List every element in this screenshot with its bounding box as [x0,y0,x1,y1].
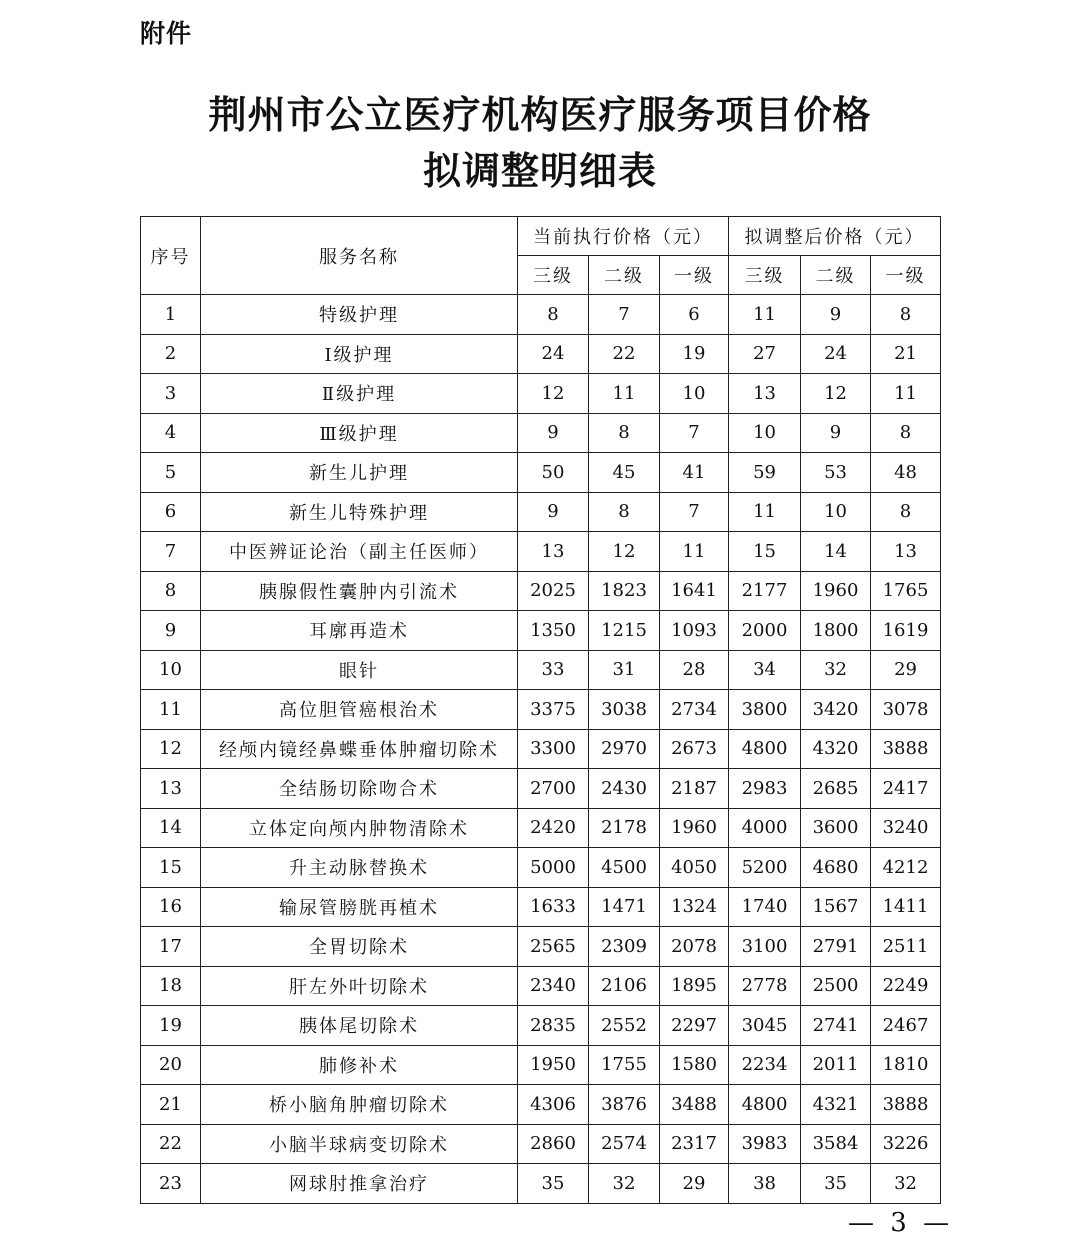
header-adjusted-price: 拟调整后价格（元） [729,217,941,256]
cell-adjusted-level3: 13 [729,374,801,414]
cell-adjusted-level3: 11 [729,492,801,532]
cell-adjusted-level3: 2177 [729,571,801,611]
cell-current-level2: 4500 [589,848,660,888]
cell-current-level2: 1471 [589,887,660,927]
cell-current-level2: 1755 [589,1045,660,1085]
cell-adjusted-level1: 3078 [871,690,941,730]
table-row [141,966,941,1006]
cell-adjusted-level3: 3983 [729,1124,801,1164]
cell-current-level2: 3876 [589,1085,660,1125]
table-row [141,611,941,651]
cell-adjusted-level3: 3100 [729,927,801,967]
cell-adjusted-level2: 2685 [801,769,871,809]
table-row [141,887,941,927]
cell-adjusted-level1: 32 [871,1164,941,1204]
cell-adjusted-level3: 3800 [729,690,801,730]
table-row [141,374,941,414]
cell-current-level3: 4306 [518,1085,589,1125]
cell-adjusted-level1: 13 [871,532,941,572]
cell-current-level3: 5000 [518,848,589,888]
cell-adjusted-level3: 10 [729,413,801,453]
cell-adjusted-level3: 4800 [729,1085,801,1125]
cell-current-level2: 1215 [589,611,660,651]
cell-seq: 13 [141,769,201,809]
cell-adjusted-level3: 59 [729,453,801,493]
cell-adjusted-level2: 2791 [801,927,871,967]
table-row [141,492,941,532]
cell-current-level3: 2025 [518,571,589,611]
cell-current-level2: 8 [589,413,660,453]
cell-adjusted-level1: 3888 [871,729,941,769]
header-current-level1: 一级 [660,256,729,295]
cell-current-level3: 50 [518,453,589,493]
cell-adjusted-level2: 3584 [801,1124,871,1164]
cell-seq: 6 [141,492,201,532]
cell-seq: 2 [141,334,201,374]
cell-adjusted-level2: 4321 [801,1085,871,1125]
cell-adjusted-level1: 4212 [871,848,941,888]
header-adjusted-level3: 三级 [729,256,801,295]
cell-current-level3: 9 [518,492,589,532]
cell-current-level1: 1093 [660,611,729,651]
page-title-line-2: 拟调整明细表 [422,149,657,193]
header-current-level2: 二级 [589,256,660,295]
cell-adjusted-level1: 11 [871,374,941,414]
cell-service-name: 小脑半球病变切除术 [201,1124,518,1164]
cell-seq: 21 [141,1085,201,1125]
cell-adjusted-level3: 2000 [729,611,801,651]
cell-current-level3: 1633 [518,887,589,927]
cell-seq: 19 [141,1006,201,1046]
page-number: — 3 — [848,1208,954,1238]
cell-adjusted-level2: 10 [801,492,871,532]
cell-current-level3: 24 [518,334,589,374]
cell-seq: 10 [141,650,201,690]
cell-service-name: 胰体尾切除术 [201,1006,518,1046]
cell-adjusted-level2: 2741 [801,1006,871,1046]
cell-current-level3: 2835 [518,1006,589,1046]
table-row [141,769,941,809]
cell-seq: 17 [141,927,201,967]
cell-adjusted-level3: 11 [729,295,801,335]
price-table-body [141,295,941,1204]
table-row [141,532,941,572]
cell-current-level1: 10 [660,374,729,414]
cell-adjusted-level1: 2511 [871,927,941,967]
cell-seq: 14 [141,808,201,848]
cell-seq: 3 [141,374,201,414]
cell-current-level1: 41 [660,453,729,493]
cell-current-level1: 29 [660,1164,729,1204]
cell-service-name: Ⅰ级护理 [201,334,518,374]
cell-service-name: 输尿管膀胱再植术 [201,887,518,927]
cell-adjusted-level1: 29 [871,650,941,690]
cell-adjusted-level2: 24 [801,334,871,374]
cell-current-level1: 1895 [660,966,729,1006]
cell-seq: 18 [141,966,201,1006]
cell-adjusted-level1: 3888 [871,1085,941,1125]
cell-current-level3: 13 [518,532,589,572]
cell-adjusted-level3: 2778 [729,966,801,1006]
cell-adjusted-level2: 9 [801,413,871,453]
header-current-level3: 三级 [518,256,589,295]
table-row [141,927,941,967]
cell-adjusted-level2: 1567 [801,887,871,927]
cell-current-level1: 28 [660,650,729,690]
cell-current-level2: 2309 [589,927,660,967]
cell-current-level2: 2430 [589,769,660,809]
cell-current-level1: 2317 [660,1124,729,1164]
cell-seq: 11 [141,690,201,730]
cell-current-level1: 2297 [660,1006,729,1046]
cell-current-level1: 3488 [660,1085,729,1125]
cell-seq: 20 [141,1045,201,1085]
header-adjusted-level2: 二级 [801,256,871,295]
cell-adjusted-level1: 21 [871,334,941,374]
cell-service-name: 新生儿护理 [201,453,518,493]
cell-adjusted-level3: 1740 [729,887,801,927]
cell-current-level3: 2860 [518,1124,589,1164]
cell-current-level2: 22 [589,334,660,374]
attachment-label: 附件 [140,19,193,48]
cell-current-level2: 2574 [589,1124,660,1164]
cell-current-level3: 35 [518,1164,589,1204]
cell-adjusted-level2: 53 [801,453,871,493]
header-current-price: 当前执行价格（元） [518,217,729,256]
cell-adjusted-level3: 3045 [729,1006,801,1046]
cell-current-level1: 2187 [660,769,729,809]
cell-current-level2: 2552 [589,1006,660,1046]
cell-adjusted-level1: 1810 [871,1045,941,1085]
cell-service-name: 特级护理 [201,295,518,335]
cell-adjusted-level3: 15 [729,532,801,572]
cell-service-name: 胰腺假性囊肿内引流术 [201,571,518,611]
cell-current-level2: 1823 [589,571,660,611]
table-row [141,1124,941,1164]
cell-current-level1: 11 [660,532,729,572]
table-row [141,808,941,848]
cell-adjusted-level3: 2983 [729,769,801,809]
cell-current-level3: 9 [518,413,589,453]
cell-current-level3: 2700 [518,769,589,809]
cell-service-name: 新生儿特殊护理 [201,492,518,532]
cell-service-name: 网球肘推拿治疗 [201,1164,518,1204]
cell-service-name: 桥小脑角肿瘤切除术 [201,1085,518,1125]
cell-adjusted-level1: 8 [871,413,941,453]
cell-adjusted-level3: 27 [729,334,801,374]
cell-current-level2: 2106 [589,966,660,1006]
cell-adjusted-level2: 35 [801,1164,871,1204]
table-row [141,1164,941,1204]
cell-seq: 8 [141,571,201,611]
cell-adjusted-level1: 8 [871,492,941,532]
cell-adjusted-level3: 2234 [729,1045,801,1085]
cell-current-level3: 2340 [518,966,589,1006]
cell-adjusted-level3: 5200 [729,848,801,888]
cell-adjusted-level2: 2500 [801,966,871,1006]
cell-adjusted-level2: 32 [801,650,871,690]
cell-adjusted-level1: 2417 [871,769,941,809]
cell-adjusted-level3: 4000 [729,808,801,848]
cell-seq: 22 [141,1124,201,1164]
cell-current-level3: 2420 [518,808,589,848]
cell-adjusted-level1: 3226 [871,1124,941,1164]
cell-seq: 12 [141,729,201,769]
cell-adjusted-level1: 48 [871,453,941,493]
cell-adjusted-level2: 14 [801,532,871,572]
cell-seq: 23 [141,1164,201,1204]
cell-service-name: 全胃切除术 [201,927,518,967]
cell-current-level3: 3375 [518,690,589,730]
cell-service-name: Ⅱ级护理 [201,374,518,414]
cell-adjusted-level1: 1619 [871,611,941,651]
table-row [141,295,941,335]
cell-current-level1: 7 [660,492,729,532]
table-row [141,413,941,453]
cell-service-name: 高位胆管癌根治术 [201,690,518,730]
cell-current-level3: 2565 [518,927,589,967]
cell-seq: 16 [141,887,201,927]
price-table [140,216,941,1204]
cell-seq: 5 [141,453,201,493]
cell-current-level1: 6 [660,295,729,335]
header-service-name: 服务名称 [201,217,518,295]
cell-adjusted-level1: 8 [871,295,941,335]
cell-seq: 4 [141,413,201,453]
cell-adjusted-level1: 2249 [871,966,941,1006]
cell-current-level3: 1950 [518,1045,589,1085]
table-row [141,650,941,690]
cell-adjusted-level2: 4320 [801,729,871,769]
cell-seq: 7 [141,532,201,572]
cell-current-level2: 31 [589,650,660,690]
cell-current-level3: 1350 [518,611,589,651]
cell-adjusted-level2: 3420 [801,690,871,730]
cell-current-level2: 7 [589,295,660,335]
cell-current-level2: 2970 [589,729,660,769]
cell-service-name: 经颅内镜经鼻蝶垂体肿瘤切除术 [201,729,518,769]
table-row [141,1085,941,1125]
table-row [141,848,941,888]
cell-adjusted-level1: 1765 [871,571,941,611]
cell-service-name: 升主动脉替换术 [201,848,518,888]
cell-adjusted-level3: 4800 [729,729,801,769]
cell-service-name: 肝左外叶切除术 [201,966,518,1006]
cell-current-level2: 8 [589,492,660,532]
cell-seq: 1 [141,295,201,335]
cell-current-level1: 1580 [660,1045,729,1085]
cell-current-level2: 3038 [589,690,660,730]
cell-current-level1: 4050 [660,848,729,888]
cell-current-level1: 1960 [660,808,729,848]
cell-adjusted-level2: 2011 [801,1045,871,1085]
cell-current-level1: 19 [660,334,729,374]
table-row [141,1045,941,1085]
cell-current-level1: 1641 [660,571,729,611]
cell-adjusted-level3: 38 [729,1164,801,1204]
table-row [141,571,941,611]
cell-current-level2: 12 [589,532,660,572]
cell-current-level1: 7 [660,413,729,453]
cell-adjusted-level1: 3240 [871,808,941,848]
cell-service-name: 全结肠切除吻合术 [201,769,518,809]
cell-current-level1: 2673 [660,729,729,769]
cell-current-level3: 12 [518,374,589,414]
cell-adjusted-level2: 4680 [801,848,871,888]
page-title-line-1: 荆州市公立医疗机构医疗服务项目价格 [208,93,872,137]
cell-service-name: 眼针 [201,650,518,690]
cell-adjusted-level2: 3600 [801,808,871,848]
cell-adjusted-level2: 12 [801,374,871,414]
cell-adjusted-level1: 2467 [871,1006,941,1046]
cell-adjusted-level1: 1411 [871,887,941,927]
cell-adjusted-level2: 9 [801,295,871,335]
table-row [141,453,941,493]
table-row [141,729,941,769]
header-adjusted-level1: 一级 [871,256,941,295]
cell-service-name: Ⅲ级护理 [201,413,518,453]
cell-adjusted-level3: 34 [729,650,801,690]
cell-adjusted-level2: 1800 [801,611,871,651]
table-row [141,1006,941,1046]
cell-adjusted-level2: 1960 [801,571,871,611]
cell-current-level2: 2178 [589,808,660,848]
cell-seq: 9 [141,611,201,651]
cell-current-level3: 8 [518,295,589,335]
cell-current-level1: 2078 [660,927,729,967]
cell-current-level3: 33 [518,650,589,690]
cell-current-level2: 11 [589,374,660,414]
header-seq: 序号 [141,217,201,295]
cell-service-name: 耳廓再造术 [201,611,518,651]
cell-current-level1: 2734 [660,690,729,730]
cell-service-name: 肺修补术 [201,1045,518,1085]
cell-service-name: 立体定向颅内肿物清除术 [201,808,518,848]
cell-current-level2: 45 [589,453,660,493]
table-row [141,690,941,730]
cell-service-name: 中医辨证论治（副主任医师） [201,532,518,572]
cell-seq: 15 [141,848,201,888]
cell-current-level1: 1324 [660,887,729,927]
table-row [141,334,941,374]
cell-current-level3: 3300 [518,729,589,769]
cell-current-level2: 32 [589,1164,660,1204]
